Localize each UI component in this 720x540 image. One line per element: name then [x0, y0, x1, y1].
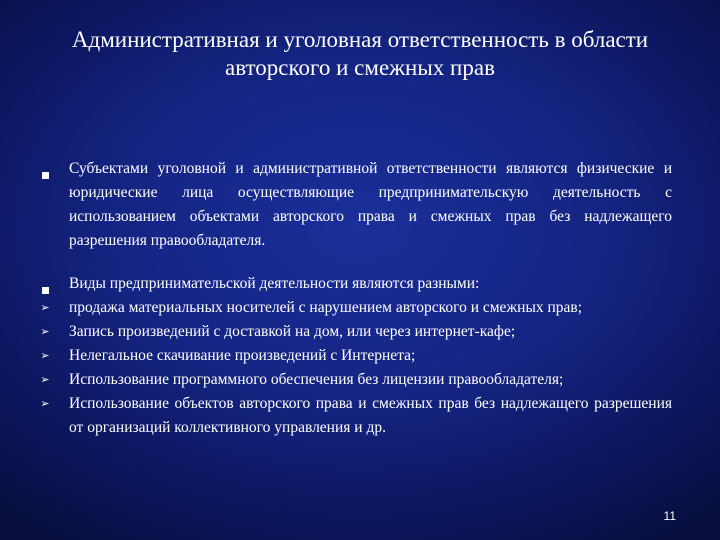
list-item-text: Использование программного обеспечения без лицензии правообладателя;	[69, 371, 564, 388]
paragraph-subjects: Субъектами уголовной и административной ответственности являются физические и юридические лица осуществляющие предпринимательскую деятельность с использованием объектами авторского права и смежных прав без надлежащего разрешения правообладателя.	[69, 160, 672, 249]
list-item-text: продажа материальных носителей с нарушением авторского и смежных прав;	[69, 299, 583, 316]
square-bullet-icon	[38, 164, 52, 183]
list-item-text: Использование объектов авторского права и смежных прав без надлежащего разрешения от организаций коллективного управления и др.	[69, 395, 672, 436]
arrow-bullet-icon: ➢	[40, 397, 50, 410]
arrow-bullet-icon: ➢	[40, 301, 50, 314]
arrow-bullet-icon: ➢	[40, 373, 50, 386]
slide-title	[30, 26, 690, 82]
list-item-text: Запись произведений с доставкой на дом, или через интернет-кафе;	[69, 323, 516, 340]
title-line-1: Административная и уголовная ответственность в области	[71, 27, 649, 52]
paragraph-activity-types: Виды предпринимательской деятельности являются разными:	[69, 275, 480, 292]
list-item-text: Нелегальное скачивание произведений с Интернета;	[69, 347, 416, 364]
title-line-2: авторского и смежных прав	[225, 55, 495, 80]
page-number: 11	[663, 509, 676, 523]
arrow-bullet-icon: ➢	[40, 349, 50, 362]
arrow-bullet-icon: ➢	[40, 325, 50, 338]
